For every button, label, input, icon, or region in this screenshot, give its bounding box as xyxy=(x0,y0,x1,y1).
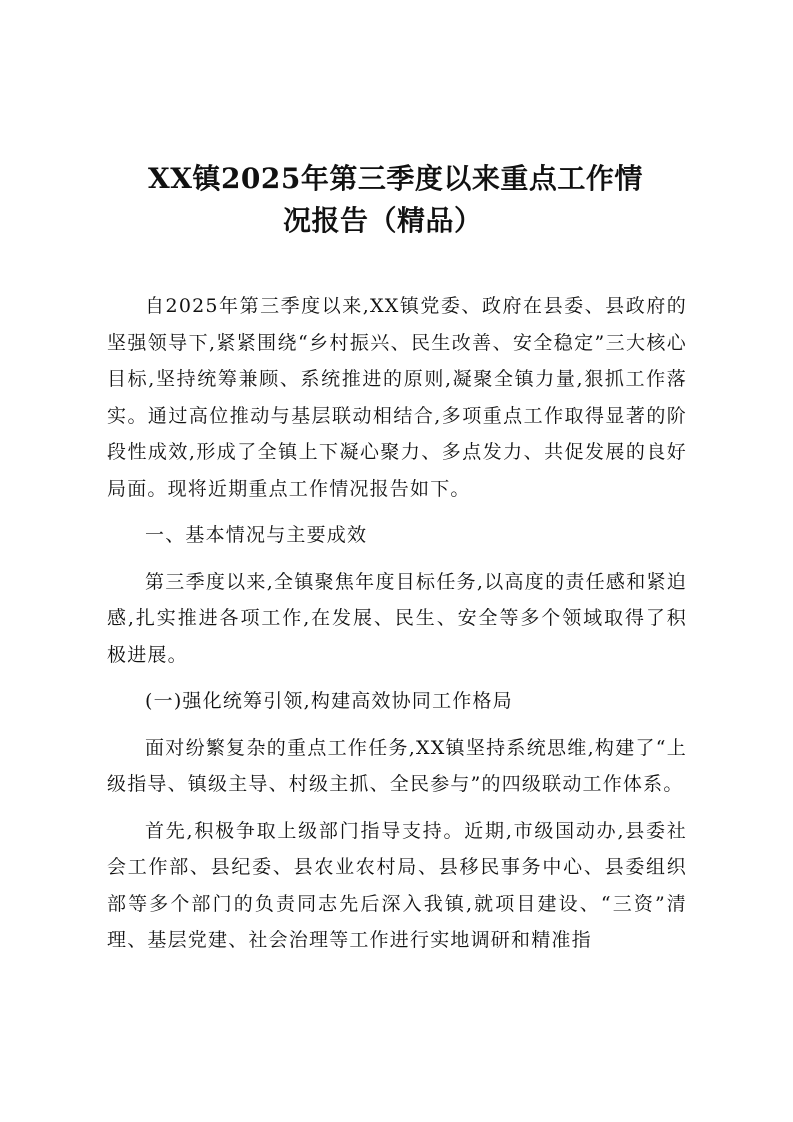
subsection-1-heading: (一)强化统筹引领,构建高效协同工作格局 xyxy=(145,690,513,712)
section-1-paragraph: 第三季度以来,全镇聚焦年度目标任务,以高度的责任感和紧迫感,扎实推进各项工作,在发展、民生、安全等多个领域取得了积极进展。 xyxy=(107,570,687,666)
title-line-1: XX镇2025年第三季度以来重点工作情 xyxy=(148,162,643,195)
section-1-heading: 一、基本情况与主要成效 xyxy=(145,524,368,546)
intro-paragraph: 自2025年第三季度以来,XX镇党委、政府在县委、县政府的坚强领导下,紧紧围绕“乡村振兴、民生改善、安全稳定”三大核心目标,坚持统筹兼顾、系统推进的原则,凝聚全镇力量,狠抓工作落实。通过高位推动与基层联动相结合,多项重点工作取得显著的阶段性成效,形成了全镇上下凝心聚力、多点发力、共促发展的良好局面。现将近期重点工作情况报告如下。 xyxy=(107,295,687,500)
document-title xyxy=(148,158,708,242)
document-body xyxy=(107,288,687,969)
subsection-1-paragraph-1: 面对纷繁复杂的重点工作任务,XX镇坚持系统思维,构建了“上级指导、镇级主导、村级主抓、全民参与”的四级联动工作体系。 xyxy=(107,736,687,795)
title-line-2: 况报告（精品） xyxy=(283,204,483,237)
subsection-1-paragraph-2: 首先,积极争取上级部门指导支持。近期,市级国动办,县委社会工作部、县纪委、县农业农村局、县移民事务中心、县委组织部等多个部门的负责同志先后深入我镇,就项目建设、“三资”清理、基层党建、社会治理等工作进行实地调研和精准指 xyxy=(107,819,687,951)
